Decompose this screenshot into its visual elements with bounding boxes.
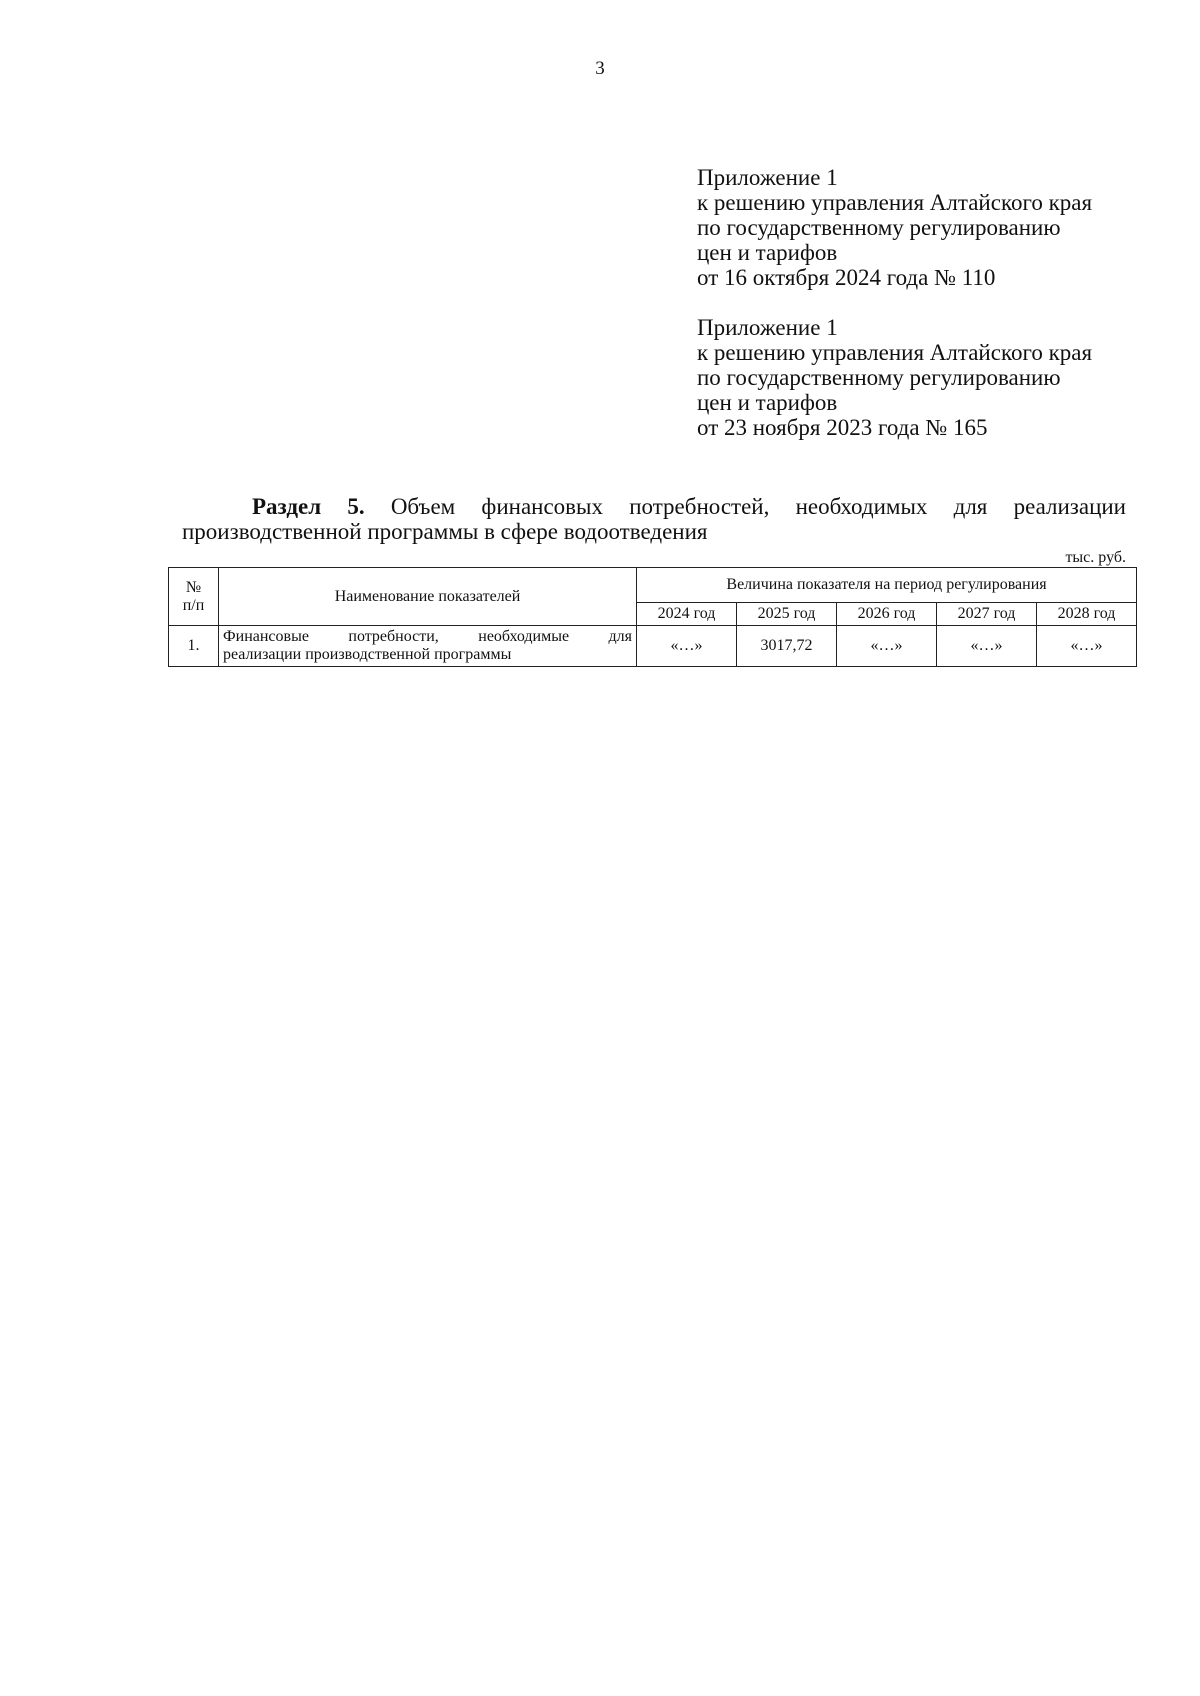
appendix-previous [697, 315, 1092, 440]
appendix-title: Приложение 1 [697, 165, 838, 190]
page-number: 3 [595, 58, 605, 79]
section-heading [182, 494, 1126, 544]
column-header-number-abbr: п/п [182, 596, 205, 614]
row-value: «…» [637, 626, 737, 667]
section-heading-line1 [182, 494, 1126, 519]
column-header-year: 2025 год [737, 603, 837, 626]
appendix-date: от 23 ноября 2023 года № 165 [697, 415, 988, 440]
row-value: «…» [837, 626, 937, 667]
column-header-number [169, 568, 219, 626]
row-value: 3017,72 [737, 626, 837, 667]
table-header-row [169, 568, 1137, 603]
row-value: «…» [937, 626, 1037, 667]
column-header-year: 2024 год [637, 603, 737, 626]
section-label: Раздел 5. [252, 494, 365, 519]
column-header-year: 2026 год [837, 603, 937, 626]
row-value: «…» [1037, 626, 1137, 667]
row-name-line2: реализации производственной программы [223, 646, 512, 663]
row-number: 1. [169, 626, 219, 667]
column-header-year: 2027 год [937, 603, 1037, 626]
row-name [219, 626, 637, 667]
financial-needs-table [168, 567, 1137, 667]
appendix-line: по государственному регулированию [697, 365, 1061, 390]
row-name-line1: Финансовые потребности, необходимые для [223, 628, 632, 645]
appendix-date: от 16 октября 2024 года № 110 [697, 265, 996, 290]
column-header-name: Наименование показателей [219, 568, 637, 626]
section-title-part2: производственной программы в сфере водоотведения [182, 519, 708, 544]
appendix-line: цен и тарифов [697, 390, 838, 415]
appendix-line: по государственному регулированию [697, 215, 1061, 240]
appendix-title: Приложение 1 [697, 315, 838, 340]
appendix-line: к решению управления Алтайского края [697, 190, 1093, 215]
section-title-part1: Объем финансовых потребностей, необходимых для реализации [390, 494, 1126, 519]
table-row [169, 626, 1137, 667]
column-header-period: Величина показателя на период регулирования [637, 568, 1137, 603]
appendix-line: к решению управления Алтайского края [697, 340, 1093, 365]
appendix-line: цен и тарифов [697, 240, 838, 265]
unit-label: тыс. руб. [1065, 549, 1126, 566]
column-header-year: 2028 год [1037, 603, 1137, 626]
appendix-current [697, 165, 1092, 290]
column-header-number-sign: № [185, 578, 202, 596]
